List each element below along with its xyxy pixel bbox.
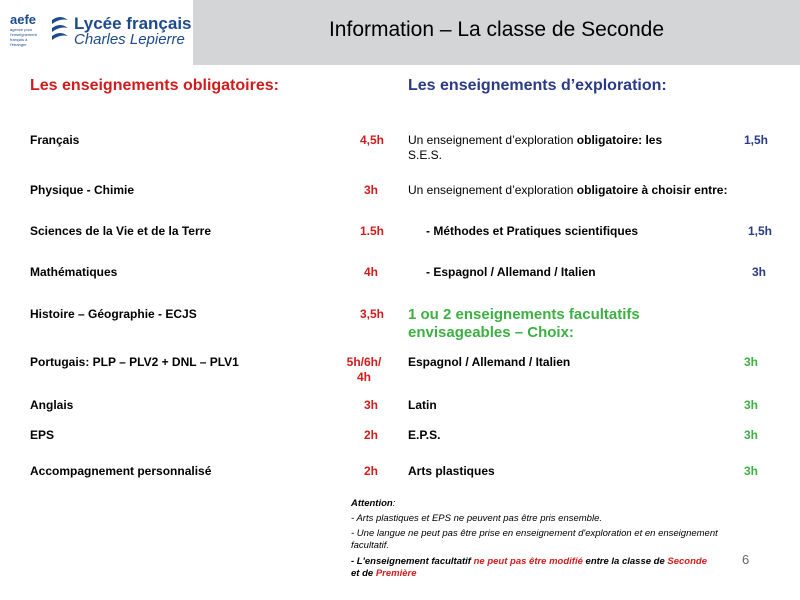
left-row-label: Portugais: PLP – PLV2 + DNL – PLV1 (30, 355, 239, 369)
left-row-label: Sciences de la Vie et de la Terre (30, 224, 211, 238)
optional-row-label: Latin (408, 398, 437, 412)
exploration-row-ses-bold: obligatoire: les (576, 133, 663, 147)
exploration-row-ses (408, 133, 708, 163)
optional-heading: 1 ou 2 enseignements facultatifs envisageables – Choix: (408, 306, 640, 341)
page-title: Information – La classe de Seconde (328, 18, 665, 41)
optional-row-hours: 3h (743, 398, 758, 412)
logo-aefe: aefe (10, 12, 37, 27)
optional-row-hours: 3h (743, 428, 758, 442)
left-row-label: EPS (30, 428, 55, 442)
note-part-red: Seconde (667, 556, 707, 567)
note-part: entre la classe de (582, 556, 668, 567)
note-part: - L'enseignement facultatif (351, 556, 474, 567)
left-row-hours: 3h (363, 183, 378, 197)
left-row-hours: 2h (363, 428, 378, 442)
exploration-option-hours: 3h (751, 265, 766, 279)
note-part-red: Première (375, 568, 417, 579)
note-attention-colon: : (392, 498, 396, 509)
exploration-heading: Les enseignements d’exploration: (408, 77, 667, 94)
left-row-hours: 4,5h (359, 133, 384, 147)
mandatory-heading: Les enseignements obligatoires: (30, 77, 279, 94)
note-line: - Arts plastiques et EPS ne peuvent pas être pris ensemble. (351, 513, 603, 524)
lycee-wave-icon (50, 14, 70, 40)
optional-row-hours: 3h (743, 464, 758, 478)
left-row-hours: 2h (363, 464, 378, 478)
logo-name-line2: Charles Lepierre (74, 31, 185, 48)
optional-row-label: E.P.S. (408, 428, 441, 442)
note-line-modification (351, 556, 781, 580)
left-row-label: Anglais (30, 398, 74, 412)
left-row-hours: 4h (363, 265, 378, 279)
left-row-label: Mathématiques (30, 265, 118, 279)
logo-name-line1: Lycée français (74, 14, 192, 33)
exploration-row-ses-hours: 1,5h (743, 133, 768, 147)
exploration-option-label: - Espagnol / Allemand / Italien (426, 265, 596, 279)
note-part-red: ne peut pas être modifié (473, 556, 583, 567)
left-row-label: Français (30, 133, 80, 147)
left-row-hours: 5h/6h/ 4h (346, 355, 382, 384)
left-row-hours: 3,5h (359, 307, 384, 321)
left-row-label: Accompagnement personnalisé (30, 464, 212, 478)
logo-aefe-subtitle: agence pour l'enseignement français à l'étranger (10, 27, 37, 47)
note-part: et de (351, 568, 376, 579)
left-row-label: Physique - Chimie (30, 183, 135, 197)
exploration-option-hours: 1,5h (747, 224, 772, 238)
exploration-row-choice (408, 183, 788, 197)
optional-row-hours: 3h (743, 355, 758, 369)
logo (0, 0, 193, 65)
exploration-row-ses-line2: S.E.S. (408, 148, 443, 162)
left-row-hours: 3h (363, 398, 378, 412)
note-attention (351, 498, 395, 510)
optional-row-label: Espagnol / Allemand / Italien (408, 355, 571, 369)
exploration-row-choice-bold: obligatoire à choisir entre: (576, 183, 728, 197)
exploration-option-label: - Méthodes et Pratiques scientifiques (426, 224, 639, 238)
note-line: - Une langue ne peut pas être prise en enseignement d'exploration et en enseignement facultatif. (351, 528, 718, 551)
note-attention-label: Attention (351, 498, 393, 509)
exploration-row-choice-pre: Un enseignement d’exploration (408, 183, 577, 197)
left-row-label: Histoire – Géographie - ECJS (30, 307, 197, 321)
exploration-row-ses-pre: Un enseignement d’exploration (408, 133, 577, 147)
page-number: 6 (742, 552, 750, 567)
optional-row-label: Arts plastiques (408, 464, 495, 478)
left-row-hours: 1.5h (359, 224, 384, 238)
